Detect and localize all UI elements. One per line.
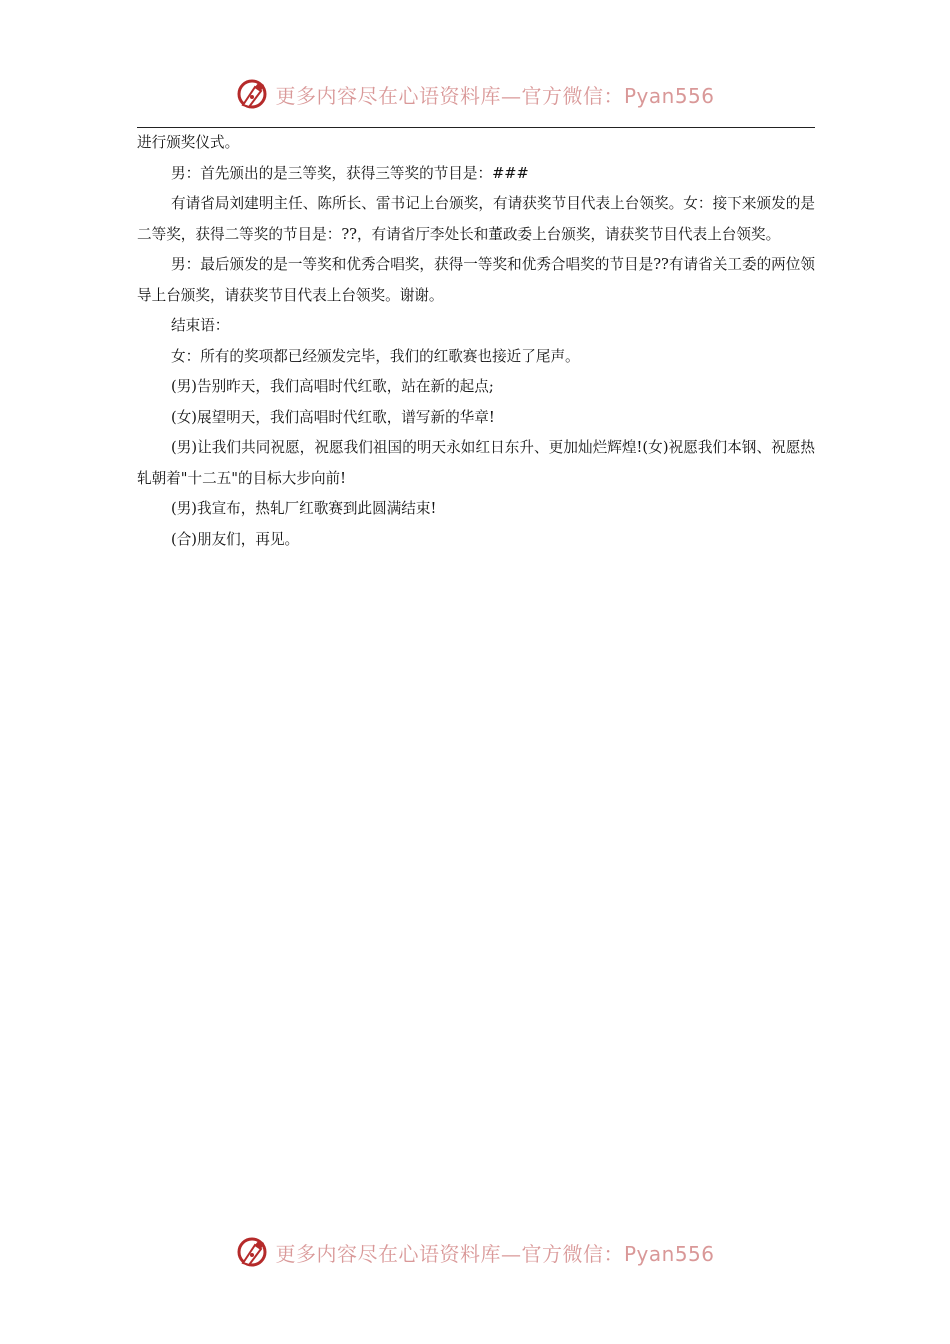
footer-banner-text xyxy=(275,1238,714,1267)
paragraph: 男：首先颁出的是三等奖，获得三等奖的节目是：### xyxy=(171,164,529,182)
paragraph: 进行颁奖仪式。 xyxy=(137,134,240,151)
paragraph: (女)展望明天，我们高唱时代红歌，谱写新的华章! xyxy=(171,408,495,426)
paragraph: 结束语： xyxy=(171,317,230,334)
paragraph: (男)告别昨天，我们高唱时代红歌，站在新的起点; xyxy=(171,378,494,395)
paragraph: (男)我宣布，热轧厂红歌赛到此圆满结束! xyxy=(171,500,437,517)
paragraph: 男：最后颁发的是一等奖和优秀合唱奖，获得一等奖和优秀合唱奖的节目是??有请省关工委的两位领导上台颁奖，请获奖节目代表上台领奖。谢谢。 xyxy=(137,256,815,304)
header-banner-main: 更多内容尽在心语资料库—官方微信： xyxy=(275,83,624,108)
paragraph: (男)让我们共同祝愿，祝愿我们祖国的明天永如红日东升、更加灿烂辉煌!(女)祝愿我们本钢、祝愿热轧朝着"十二五"的目标大步向前! xyxy=(137,439,815,487)
pen-nib-logo-icon xyxy=(235,1235,269,1269)
footer-banner xyxy=(0,1230,950,1274)
paragraph: (合)朋友们，再见。 xyxy=(171,530,300,548)
footer-banner-id: Pyan556 xyxy=(623,1241,715,1266)
paragraph: 有请省局刘建明主任、陈所长、雷书记上台颁奖，有请获奖节目代表上台领奖。女：接下来颁发的是二等奖，获得二等奖的节目是：??，有请省厅李处长和董政委上台颁奖，请获奖节目代表上台领奖。 xyxy=(137,195,815,243)
paragraph: 女：所有的奖项都已经颁发完毕，我们的红歌赛也接近了尾声。 xyxy=(171,347,580,365)
footer-banner-main: 更多内容尽在心语资料库—官方微信： xyxy=(275,1241,624,1266)
header-banner xyxy=(0,72,950,116)
document-body xyxy=(137,128,815,555)
header-banner-id: Pyan556 xyxy=(623,83,715,108)
header-banner-text xyxy=(275,80,714,109)
pen-nib-logo-icon xyxy=(235,77,269,111)
